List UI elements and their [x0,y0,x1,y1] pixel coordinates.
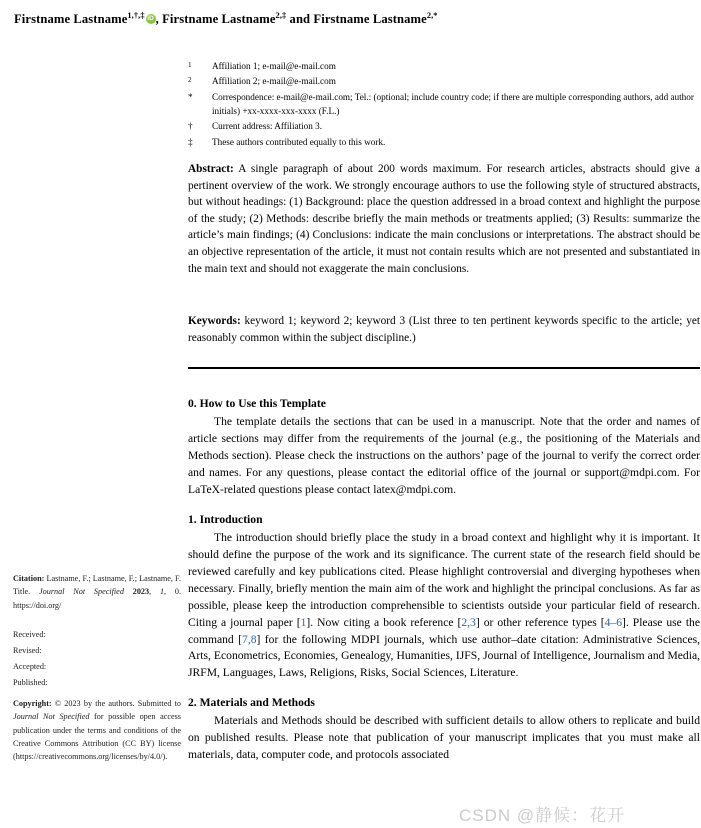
accepted-label: Accepted: [13,661,47,671]
authors-line [14,12,694,28]
citation-year: 2023 [132,587,150,597]
copyright-text-part-1: © 2023 by the authors. Submitted to [51,699,181,708]
intro-text-part-1: The introduction should briefly place the study in a broad context and highlight why it is important. It should define the purpose of the work and its significance. The current state of the research field should be reviewed carefully and key publications cited. Please highlight controversial and diverging hypotheses when necessary. Finally, briefly mention the main aim of the work and highlight the principal conclusions. As far as possible, please keep the introduction comprehensible to scientists outside your particular field of research. Citing a journal paper [ [188,531,700,629]
section-heading: 1. Introduction [188,513,263,527]
section-heading: 2. Materials and Methods [188,696,315,710]
citation-link-4[interactable]: 7,8 [242,632,257,646]
margin-citation-block [13,572,181,612]
csdn-watermark: CSDN @静候：花开 [459,806,626,825]
intro-text-part-5: ] for the following MDPI journals, which use author–date citation: Administrative Sciences, Arts, Econometrics, Economies, Genealogy, Humanities, IJFS, Journal of Intelligence, Journalism and Media, JRFM, Languages, Laws, Religions, Risks, Social Sciences, Literature. [188,632,700,680]
citation-link-2[interactable]: 2,3 [461,615,476,629]
received-label: Received: [13,630,46,639]
citation-journal: Journal Not Specified [39,587,124,597]
affiliation-marker: 2 [188,76,192,85]
affiliations-block [188,60,700,151]
keywords-label: Keywords: [188,315,241,327]
correspondence-text: Correspondence: e-mail@e-mail.com; Tel.: (optional; include country code; if there are multiple corresponding authors, add author initials) +xx-xxxx-xxx-xxxx (F.L.) [212,91,694,116]
intro-text-part-4: ]. Please use the command [ [188,615,700,646]
abstract-block [188,161,700,277]
orcid-id-icon[interactable]: iD [147,15,154,22]
affiliation-row-correspondence [188,91,700,119]
citation-link-1[interactable]: 1 [300,615,307,629]
abstract-text: A single paragraph of about 200 words maximum. For research articles, abstracts should give a pertinent overview of the work. We strongly encourage authors to use the following style of structured abstracts, but without headings: (1) Background: place the question addressed in a broad context and highlight the purpose of the study; (2) Methods: describe briefly the main methods or treatments applied; (3) Results: summarize the article’s main findings; (4) Conclusions: indicate the main conclusions or interpretations. The abstract should be an objective representation of the article, it must not contain results which are not presented and substantiated in the main text and should not exaggerate the main conclusions. [188,163,700,275]
article-body [188,396,700,778]
current-address-text: Current address: Affiliation 3. [212,121,323,132]
citation-doi: , 0. https://doi.org/ [13,587,182,610]
margin-copyright-block [13,697,181,763]
intro-text-part-3: ] or other reference types [ [475,615,605,629]
author-1-name: Firstname Lastname [14,12,128,26]
affiliation-text: Affiliation 1; e-mail@e-mail.com [212,61,336,71]
citation-label: Citation: [13,574,45,583]
section-heading: 0. How to Use this Template [188,397,326,410]
revised-label: Revised: [13,645,42,655]
citation-sep: , [149,587,160,597]
affiliation-text: Affiliation 2; e-mail@e-mail.com [212,76,336,87]
authors-separator-1: , [155,12,163,26]
date-row-received [13,628,181,641]
margin-dates-block [13,628,181,692]
date-row-revised [13,644,181,657]
authors-separator-2: and [286,12,314,26]
correspondence-marker: * [188,91,193,102]
author-1-marks: 1,†,‡ [127,10,145,20]
copyright-journal: Journal Not Specified [13,712,90,722]
equal-contribution-text: These authors contributed equally to this work. [212,136,386,147]
date-row-accepted [13,660,181,673]
double-dagger-marker: ‡ [188,136,193,147]
affiliation-row-current-address [188,120,700,134]
section-how-to-use-template [188,396,700,498]
affiliation-row [188,75,700,89]
author-3-marks: 2,* [426,10,438,20]
affiliation-row [188,60,700,74]
copyright-text-part-2: for possible open access publication under the terms and conditions of the Creative Commons Attribution (CC BY) license (https://creativecommons.org/licenses/by/4.0/). [13,712,181,762]
citation-volume: 1 [159,587,165,597]
keywords-text: keyword 1; keyword 2; keyword 3 (List three to ten pertinent keywords specific to the article; yet reasonably common within the subject discipline.) [188,315,700,344]
date-row-published [13,676,181,689]
section-divider-rule [188,367,700,369]
affiliation-row-equal-contribution [188,136,700,150]
copyright-label: Copyright: [13,699,52,708]
published-label: Published: [13,677,48,687]
author-2-name: Firstname Lastname [162,12,276,26]
author-3-name: Firstname Lastname [313,12,427,26]
section-introduction [188,512,700,682]
section-materials-and-methods [188,695,700,764]
keywords-block [188,313,700,346]
abstract-label: Abstract: [188,163,234,175]
intro-text-part-2: ]. Now citing a book reference [ [306,615,462,629]
affiliation-marker: 1 [188,61,192,69]
section-paragraph: Materials and Methods should be described with sufficient details to allow others to replicate and build on published results. Please note that publication of your manuscript implicates that you must make all materials, data, computer code, and protocols associated [188,714,700,761]
section-paragraph: The template details the sections that can be used in a manuscript. Note that the order and names of article sections may differ from the requirements of the journal (e.g., the positioning of the Materials and Methods section). Please check the instructions on the authors’ page of the journal to verify the correct order and names. For any questions, please contact the editorial office of the journal or support@mdpi.com. For LaTeX-related questions please contact latex@mdpi.com. [188,415,700,496]
dagger-marker: † [188,121,193,132]
citation-authors: Lastname, F.; Lastname, F.; Lastname, F. Title. [13,574,181,597]
section-paragraph [188,530,700,682]
citation-link-3[interactable]: 4–6 [604,615,622,629]
author-2-marks: 2,‡ [275,10,287,20]
